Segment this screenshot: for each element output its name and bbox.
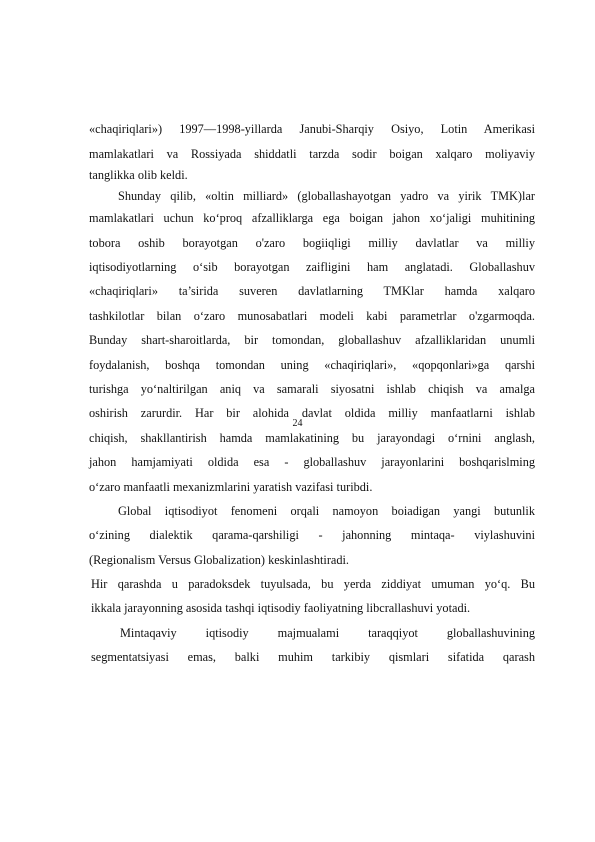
text-line: iqtisodiyotlarning o‘sib borayotgan zaifligini ham anglatadi. Globallashuv [89, 260, 535, 274]
text-line: «chaqiriqlari») 1997—1998-yillarda Janubi-Sharqiy Osiyo, Lotin Amerikasi [89, 122, 535, 136]
text-line: «chaqiriqlari» ta’sirida suveren davlatlarning TMKlar hamda xalqaro [89, 284, 535, 298]
text-line: chiqish, shakllantirish hamda mamlakatining bu jarayondagi o‘rnini anglash, [89, 431, 535, 445]
text-line: Hir qarashda u paradoksdek tuyulsada, bu yerda ziddiyat umuman yo‘q. Bu [91, 577, 535, 591]
text-line: o‘zining dialektik qarama-qarshiligi - jahonning mintaqa- viylashuvini [89, 528, 535, 542]
text-line: mamlakatlari uchun ko‘proq afzalliklarga ega boigan jahon xo‘jaligi muhitining [89, 211, 535, 225]
text-line: foydalanish, boshqa tomondan uning «chaqiriqlari», «qopqonlari»ga qarshi [89, 358, 535, 372]
text-line: Mintaqaviy iqtisodiy majmualami taraqqiyot globallashuvining [120, 626, 535, 640]
text-line: tashkilotlar bilan o‘zaro munosabatlari modeli kabi parametrlar o'zgarmoqda. [89, 309, 535, 323]
text-line: tanglikka olib keldi. [89, 168, 188, 182]
text-line: (Regionalism Versus Globalization) keskinlashtiradi. [89, 553, 350, 567]
text-line: ikkala jarayonning asosida tashqi iqtisodiy faoliyatning libcrallashuvi yotadi. [91, 601, 471, 615]
text-line: turishga yo‘naltirilgan aniq va samarali siyosatni ishlab chiqish va amalga [89, 382, 535, 396]
text-line: Bunday shart-sharoitlarda, bir tomondan, globallashuv afzalliklaridan unumli [89, 333, 535, 347]
text-line: tobora oshib borayotgan o'zaro bogiiqligi milliy davlatlar va milliy [89, 236, 535, 250]
text-line: jahon hamjamiyati oldida esa - globallashuv jarayonlarini boshqarislming [89, 455, 535, 469]
text-line: mamlakatlari va Rossiyada shiddatli tarzda sodir boigan xalqaro moliyaviy [89, 147, 535, 161]
text-line: oshirish zarurdir. Har bir alohida davlat oldida milliy manfaatlarni ishlab [89, 406, 535, 420]
text-line: Global iqtisodiyot fenomeni orqali namoyon boiadigan yangi butunlik [118, 504, 535, 518]
text-line: o‘zaro manfaatli mexanizmlarini yaratish vazifasi turibdi. [89, 480, 373, 494]
text-line: Shunday qilib, «oltin milliard» (globallashayotgan yadro va yirik TMK)lar [118, 189, 535, 203]
text-line: segmentatsiyasi emas, balki muhim tarkibiy qismlari sifatida qarash [91, 650, 535, 664]
page-number: 24 [292, 418, 303, 429]
